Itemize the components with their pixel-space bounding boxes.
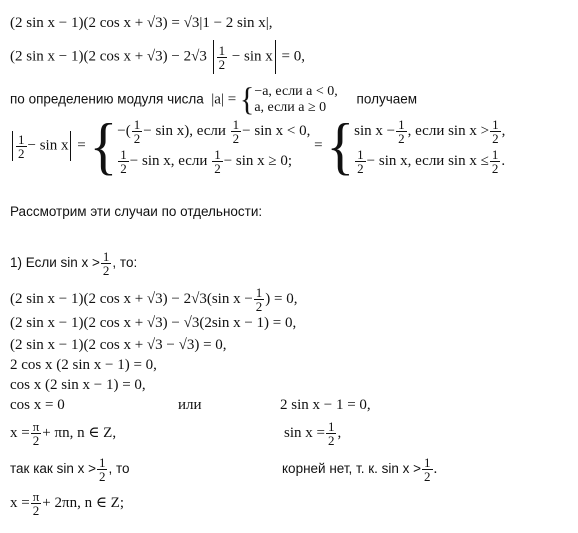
consider-heading: Рассмотрим эти случаи по отдельности: [10, 204, 263, 219]
equation-line-2 [10, 40, 305, 74]
abs-bar-left [213, 40, 214, 74]
eq2-left: (2 sin x − 1)(2 cos x + √3) − 2√3 [10, 48, 207, 65]
fraction-half: $\frac{1}{2}$ [218, 42, 226, 72]
brace-icon-3: { [326, 109, 355, 182]
step-6-or: или [178, 397, 202, 413]
brace-icon-2: { [89, 109, 118, 182]
definition-text: по определению модуля числа [10, 91, 204, 107]
piecewise-block [10, 109, 506, 186]
brace-icon: { [239, 81, 255, 118]
equals-1: = [77, 137, 86, 154]
abs-bar-left-2 [12, 131, 13, 161]
abs-bar-right-2 [70, 131, 71, 161]
step-7-left: x = $\frac{\pi}{2}$ + πn, n ∈ Z, [10, 419, 117, 448]
case-1-heading: 1) Если sin x > $\frac{1}{2}$ , то: [10, 249, 138, 278]
step-8-right: корней нет, т. к. sin x > $\frac{1}{2}$ . [282, 455, 438, 484]
abs-bar-right [275, 40, 276, 74]
abs-a: |a| = [211, 91, 237, 108]
step-1: (2 sin x − 1)(2 cos x + √3) − 2√3(sin x − $\frac{1}{2}$ ) = 0, [10, 285, 298, 314]
cases-2: sin x − $\frac{1}{2}$ , если sin x > $\frac{1}{2}$ , $\frac{1}{2}$ − sin x, если sin x ≤ $\frac{1}{2}$ . [354, 117, 506, 177]
step-8-left: так как sin x > $\frac{1}{2}$ , то [10, 455, 130, 484]
modulus-cases: −a, если a < 0, a, если a ≥ 0 [254, 84, 338, 115]
equals-2: = [314, 137, 323, 154]
step-4: 2 cos x (2 sin x − 1) = 0, [10, 357, 157, 373]
step-3: (2 sin x − 1)(2 cos x + √3 − √3) = 0, [10, 337, 227, 353]
get-text: получаем [356, 91, 418, 107]
modulus-definition [10, 80, 417, 120]
cases-1: −( $\frac{1}{2}$ − sin x), если $\frac{1}{2}$ − sin x < 0, $\frac{1}{2}$ − sin x, если $\frac{1}{2}$ − sin x ≥ 0; [117, 117, 311, 177]
step-6-left: cos x = 0 [10, 397, 65, 413]
eq2-sin: − sin x [231, 48, 273, 65]
equation-line-1: (2 sin x − 1)(2 cos x + √3) = √3|1 − 2 sin x|, [10, 15, 273, 31]
step-2: (2 sin x − 1)(2 cos x + √3) − √3(2sin x − 1) = 0, [10, 315, 297, 331]
step-7-right: sin x = $\frac{1}{2}$ , [284, 419, 342, 448]
abs-sin: − sin x [27, 137, 69, 154]
eq2-end: = 0, [281, 48, 306, 65]
step-5: cos x (2 sin x − 1) = 0, [10, 377, 146, 393]
fraction-half-2: $\frac{1}{2}$ [18, 131, 25, 161]
step-6-right: 2 sin x − 1 = 0, [280, 397, 371, 413]
step-9: x = $\frac{\pi}{2}$ + 2πn, n ∈ Z; [10, 489, 125, 518]
